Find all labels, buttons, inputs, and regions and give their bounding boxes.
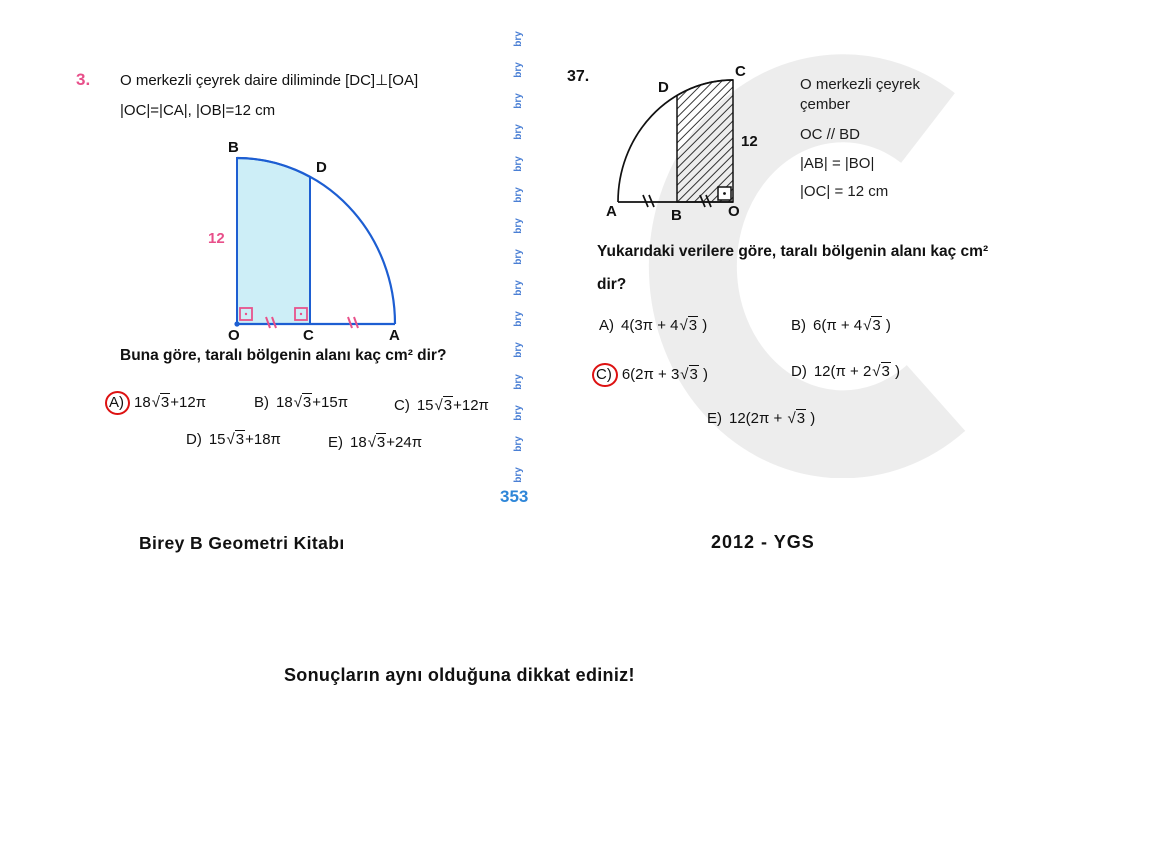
margin-watermark-text: bry <box>513 186 524 203</box>
margin-watermark-column <box>506 31 532 483</box>
option-expression: 12(π + 2√3 ) <box>813 363 901 380</box>
option-label: D) <box>186 431 202 448</box>
answer-option-C <box>596 363 709 387</box>
option-label: D) <box>791 363 807 380</box>
circled-answer-label: A) <box>105 391 130 415</box>
vertex-label-C: C <box>735 63 746 80</box>
margin-watermark-text: bry <box>513 311 524 328</box>
vertex-label-C: C <box>303 327 314 344</box>
option-expression: 18√3+12π <box>134 394 207 411</box>
option-expression: 18√3+15π <box>276 394 349 411</box>
margin-watermark-text: bry <box>513 436 524 452</box>
info-line: |AB| = |BO| <box>800 155 875 172</box>
info-line: |OC| = 12 cm <box>800 183 889 200</box>
source-caption-left: Birey B Geometri Kitabı <box>139 533 345 553</box>
option-expression: 12(2π + √3 ) <box>729 410 816 427</box>
right-angle-mark-O <box>718 187 731 200</box>
option-expression: 15√3+12π <box>416 397 489 414</box>
shaded-region <box>237 158 310 324</box>
margin-watermark-text: bry <box>513 373 524 390</box>
left-question-text: Buna göre, taralı bölgenin alanı kaç cm² dir? <box>120 347 447 364</box>
vertex-label-D: D <box>658 79 669 96</box>
page-number: 353 <box>500 487 529 506</box>
center-point-O <box>234 321 239 326</box>
vertex-label-O: O <box>728 203 740 220</box>
tick-marks-AB <box>643 195 654 207</box>
option-expression: 15√3+18π <box>208 431 281 448</box>
option-expression: 18√3+24π <box>350 434 423 451</box>
answer-option-D <box>186 431 281 448</box>
margin-watermark-text: bry <box>513 155 524 172</box>
right-problem-number: 37. <box>567 68 590 85</box>
right-question-text: Yukarıdaki verilere göre, taralı bölgenin alanı kaç cm² dir? <box>597 243 989 293</box>
left-quarter-circle-diagram <box>180 136 430 346</box>
margin-watermark-text: bry <box>513 93 524 110</box>
circled-answer-label: C) <box>592 363 618 387</box>
margin-watermark-text: bry <box>513 467 524 483</box>
source-caption-right: 2012 - YGS <box>711 532 815 552</box>
answer-option-E <box>328 434 422 451</box>
option-expression: 6(π + 4√3 ) <box>813 317 891 334</box>
option-label: E) <box>328 434 343 451</box>
option-label: C) <box>394 397 410 414</box>
answer-option-B <box>791 317 891 334</box>
answer-option-A <box>109 391 207 415</box>
tick-marks-CA <box>348 317 358 328</box>
info-line: O merkezli çeyrek <box>800 76 921 93</box>
vertex-label-B: B <box>228 139 239 156</box>
answer-option-E <box>707 410 815 427</box>
info-line: çember <box>800 96 851 113</box>
option-label: B) <box>791 317 806 334</box>
left-problem-number: 3. <box>76 70 91 89</box>
answer-option-C <box>394 397 489 414</box>
margin-watermark-text: bry <box>513 124 524 141</box>
comparison-note: Sonuçların aynı olduğuna dikkat ediniz! <box>284 665 635 685</box>
right-given-info <box>800 76 920 200</box>
answer-option-B <box>254 394 348 411</box>
vertex-label-A: A <box>389 327 400 344</box>
left-statement-line1: O merkezli çeyrek daire diliminde [DC]⊥[OA] <box>120 72 419 89</box>
hatched-region <box>677 80 733 202</box>
answer-option-D <box>791 363 900 380</box>
margin-watermark-text: bry <box>513 342 524 359</box>
vertex-label-D: D <box>316 159 327 176</box>
margin-watermark-text: bry <box>513 404 524 421</box>
radius-label-12: 12 <box>741 133 758 150</box>
vertex-label-B: B <box>671 207 682 224</box>
margin-watermark-text: bry <box>513 249 524 265</box>
margin-watermark-text: bry <box>513 218 524 234</box>
radius-label-12: 12 <box>208 230 225 247</box>
answer-option-A <box>599 317 707 334</box>
info-line: OC // BD <box>800 126 861 143</box>
margin-watermark-text: bry <box>513 31 524 47</box>
option-expression: 4(3π + 4√3 ) <box>621 317 708 334</box>
margin-watermark-text: bry <box>513 62 524 78</box>
option-label: B) <box>254 394 269 411</box>
vertex-label-A: A <box>606 203 617 220</box>
left-statement-line2: |OC|=|CA|, |OB|=12 cm <box>120 102 276 119</box>
margin-watermark-text: bry <box>513 280 524 296</box>
option-expression: 6(2π + 3√3 ) <box>621 366 709 383</box>
right-quarter-circle-diagram <box>596 62 781 224</box>
vertex-label-O: O <box>228 327 240 344</box>
option-label: A) <box>599 317 614 334</box>
option-label: E) <box>707 410 722 427</box>
